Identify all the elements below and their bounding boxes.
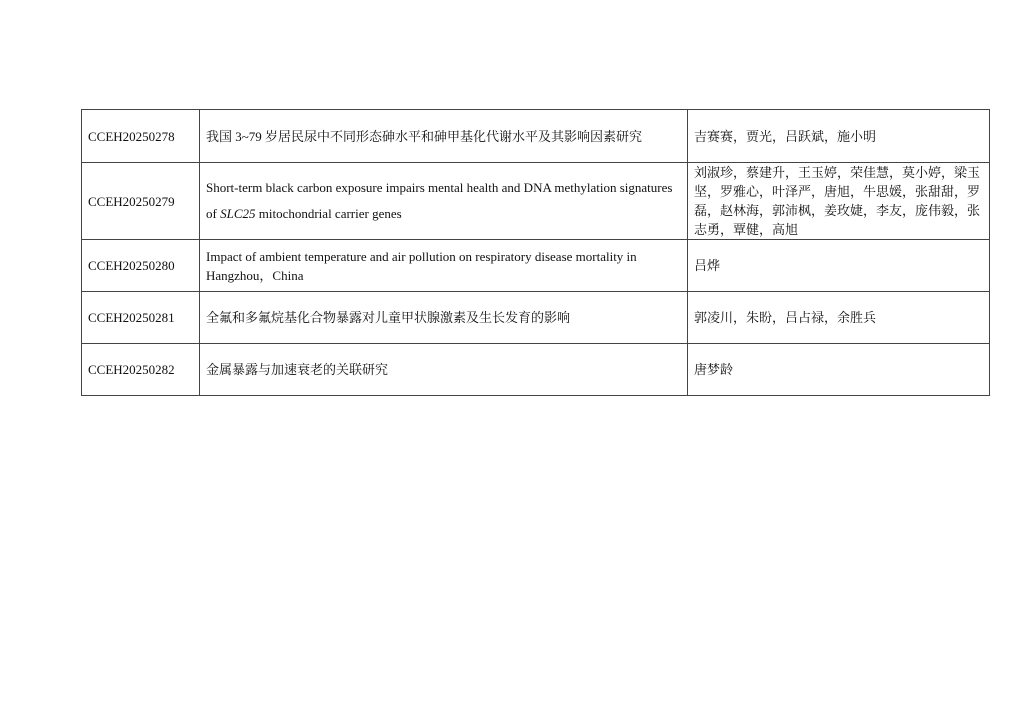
- table-row: [82, 110, 990, 163]
- table-row: [82, 344, 990, 396]
- project-title-text-end: mitochondrial carrier genes: [255, 206, 402, 221]
- project-title: Impact of ambient temperature and air pollution on respiratory disease mortality in Hangzhou，China: [200, 240, 688, 292]
- project-id: CCEH20250280: [82, 240, 200, 292]
- project-title: 我国 3~79 岁居民尿中不同形态砷水平和砷甲基化代谢水平及其影响因素研究: [200, 110, 688, 163]
- project-id: CCEH20250282: [82, 344, 200, 396]
- project-authors: 唐梦龄: [688, 344, 990, 396]
- project-authors: 郭凌川，朱盼，吕占禄，余胜兵: [688, 292, 990, 344]
- project-id: CCEH20250278: [82, 110, 200, 163]
- project-title-text: Short-term black carbon exposure impairs mental health and DNA methylation signatures of: [206, 180, 673, 221]
- table-row: [82, 292, 990, 344]
- project-id: CCEH20250281: [82, 292, 200, 344]
- project-title: 全氟和多氟烷基化合物暴露对儿童甲状腺激素及生长发育的影响: [200, 292, 688, 344]
- project-authors: 吕烨: [688, 240, 990, 292]
- table-row: [82, 240, 990, 292]
- project-title-gene: SLC25: [220, 206, 256, 221]
- project-title: 金属暴露与加速衰老的关联研究: [200, 344, 688, 396]
- project-title: [200, 163, 688, 240]
- project-id: CCEH20250279: [82, 163, 200, 240]
- project-authors: 刘淑珍，蔡建升，王玉婷，荣佳慧，莫小婷，梁玉坚，罗雅心，叶泽严，唐旭，牛思媛，张甜甜，罗磊，赵林海，郭沛枫，姜玫婕，李友，庞伟毅，张志勇，覃健，高旭: [688, 163, 990, 240]
- table-row: [82, 163, 990, 240]
- project-table: [81, 109, 990, 396]
- project-authors: 吉赛赛，贾光，吕跃斌，施小明: [688, 110, 990, 163]
